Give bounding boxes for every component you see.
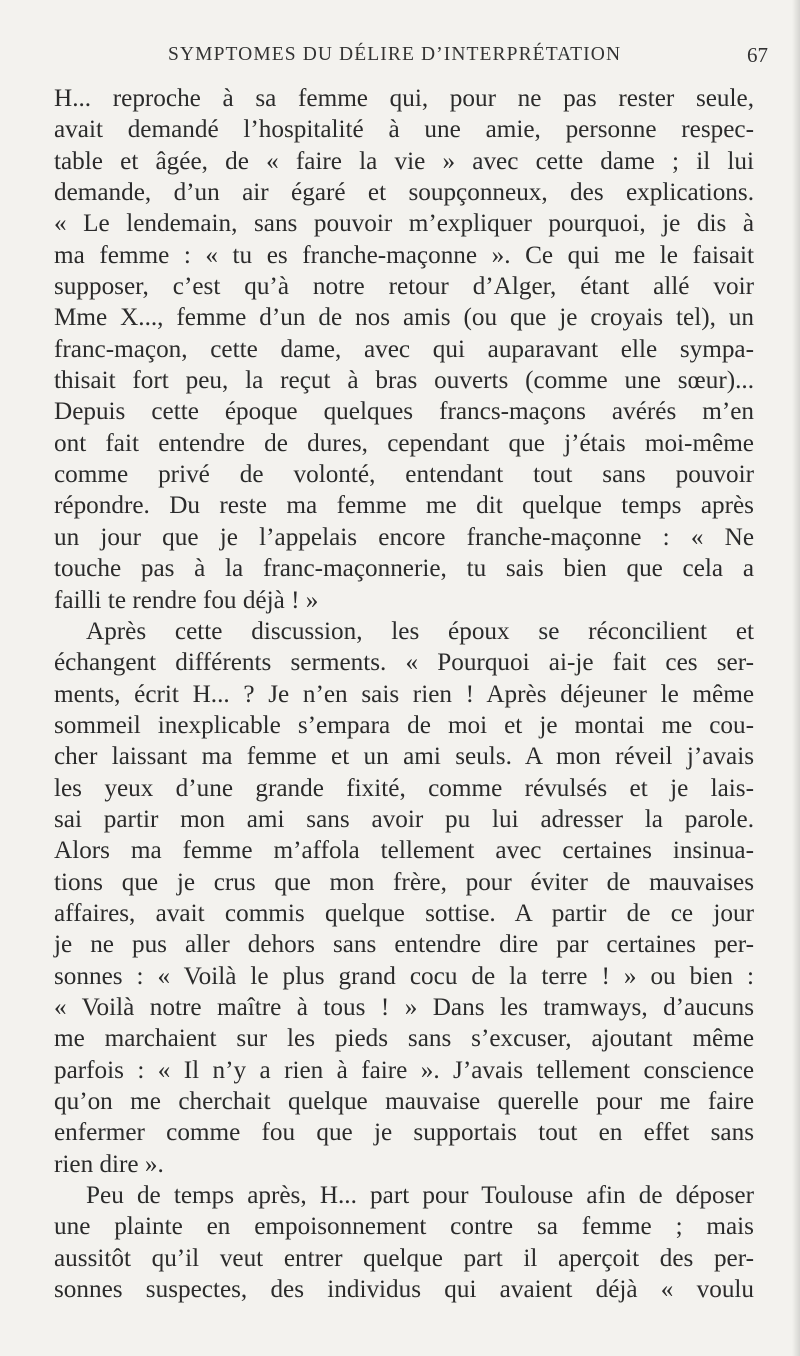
text-line: Depuis cette époque quelques francs-maçons avérés m’en bbox=[54, 398, 754, 426]
paragraph-start-line: Peu de temps après, H... part pour Toulouse afin de déposer bbox=[86, 1182, 754, 1210]
text-line: demande, d’un air égaré et soupçonneux, des explications. bbox=[54, 179, 754, 207]
text-line: sonnes : « Voilà le plus grand cocu de la terre ! » ou bien : bbox=[54, 962, 754, 990]
text-line: je ne pus aller dehors sans entendre dire par certaines per- bbox=[54, 931, 754, 959]
text-line: table et âgée, de « faire la vie » avec cette dame ; il lui bbox=[54, 147, 754, 175]
text-line: parfois : « Il n’y a rien à faire ». J’avais tellement conscience bbox=[54, 1056, 754, 1084]
text-line: enfermer comme fou que je supportais tout en effet sans bbox=[54, 1119, 754, 1147]
text-line: échangent différents serments. « Pourquoi ai-je fait ces ser- bbox=[54, 649, 754, 677]
text-line: sommeil inexplicable s’empara de moi et je montai me cou- bbox=[54, 711, 754, 739]
text-line: répondre. Du reste ma femme me dit quelque temps après bbox=[54, 492, 754, 520]
text-line: « Voilà notre maître à tous ! » Dans les tramways, d’aucuns bbox=[54, 993, 754, 1021]
text-line: « Le lendemain, sans pouvoir m’expliquer pourquoi, je dis à bbox=[54, 210, 754, 238]
text-line: ma femme : « tu es franche-maçonne ». Ce qui me le faisait bbox=[54, 241, 754, 269]
text-line: touche pas à la franc-maçonnerie, tu sais bien que cela a bbox=[54, 555, 754, 583]
running-title: SYMPTOMES DU DÉLIRE D’INTERPRÉTATION bbox=[168, 44, 622, 65]
text-line: thisait fort peu, la reçut à bras ouverts (comme une sœur)... bbox=[54, 367, 754, 395]
text-line: ments, écrit H... ? Je n’en sais rien ! Après déjeuner le même bbox=[54, 680, 754, 708]
text-line: me marchaient sur les pieds sans s’excuser, ajoutant même bbox=[54, 1025, 754, 1053]
text-line: affaires, avait commis quelque sottise. A partir de ce jour bbox=[54, 899, 754, 927]
body-text bbox=[54, 83, 754, 1305]
text-line: failli te rendre fou déjà ! » bbox=[54, 586, 319, 614]
paragraph-start-line: Après cette discussion, les époux se réconcilient et bbox=[86, 617, 754, 645]
text-line: Alors ma femme m’affola tellement avec certaines insinua- bbox=[54, 837, 754, 865]
text-line: sonnes suspectes, des individus qui avaient déjà « voulu bbox=[54, 1276, 754, 1304]
text-line: comme privé de volonté, entendant tout sans pouvoir bbox=[54, 461, 754, 489]
text-line: sai partir mon ami sans avoir pu lui adresser la parole. bbox=[54, 805, 754, 833]
text-line: une plainte en empoisonnement contre sa femme ; mais bbox=[54, 1213, 754, 1241]
text-line: avait demandé l’hospitalité à une amie, personne respec- bbox=[54, 116, 754, 144]
text-line: un jour que je l’appelais encore franche-maçonne : « Ne bbox=[54, 523, 754, 551]
text-line: aussitôt qu’il veut entrer quelque part il aperçoit des per- bbox=[54, 1244, 754, 1272]
text-line: cher laissant ma femme et un ami seuls. A mon réveil j’avais bbox=[54, 743, 754, 771]
page-number: 67 bbox=[747, 43, 768, 67]
text-line: H... reproche à sa femme qui, pour ne pas rester seule, bbox=[54, 85, 754, 112]
text-line: Mme X..., femme d’un de nos amis (ou que je croyais tel), un bbox=[54, 304, 754, 332]
text-line: tions que je crus que mon frère, pour éviter de mauvaises bbox=[54, 868, 754, 896]
text-line: supposer, c’est qu’à notre retour d’Alger, étant allé voir bbox=[54, 273, 754, 301]
text-line: qu’on me cherchait quelque mauvaise querelle pour me faire bbox=[54, 1088, 754, 1115]
text-line: ont fait entendre de dures, cependant que j’étais moi-même bbox=[54, 429, 754, 457]
page-header bbox=[0, 40, 800, 74]
text-line: rien dire ». bbox=[54, 1150, 164, 1178]
page-edge-shadow bbox=[792, 0, 800, 1356]
text-line: franc-maçon, cette dame, avec qui auparavant elle sympa- bbox=[54, 335, 754, 363]
text-line: les yeux d’une grande fixité, comme révulsés et je lais- bbox=[54, 774, 754, 802]
